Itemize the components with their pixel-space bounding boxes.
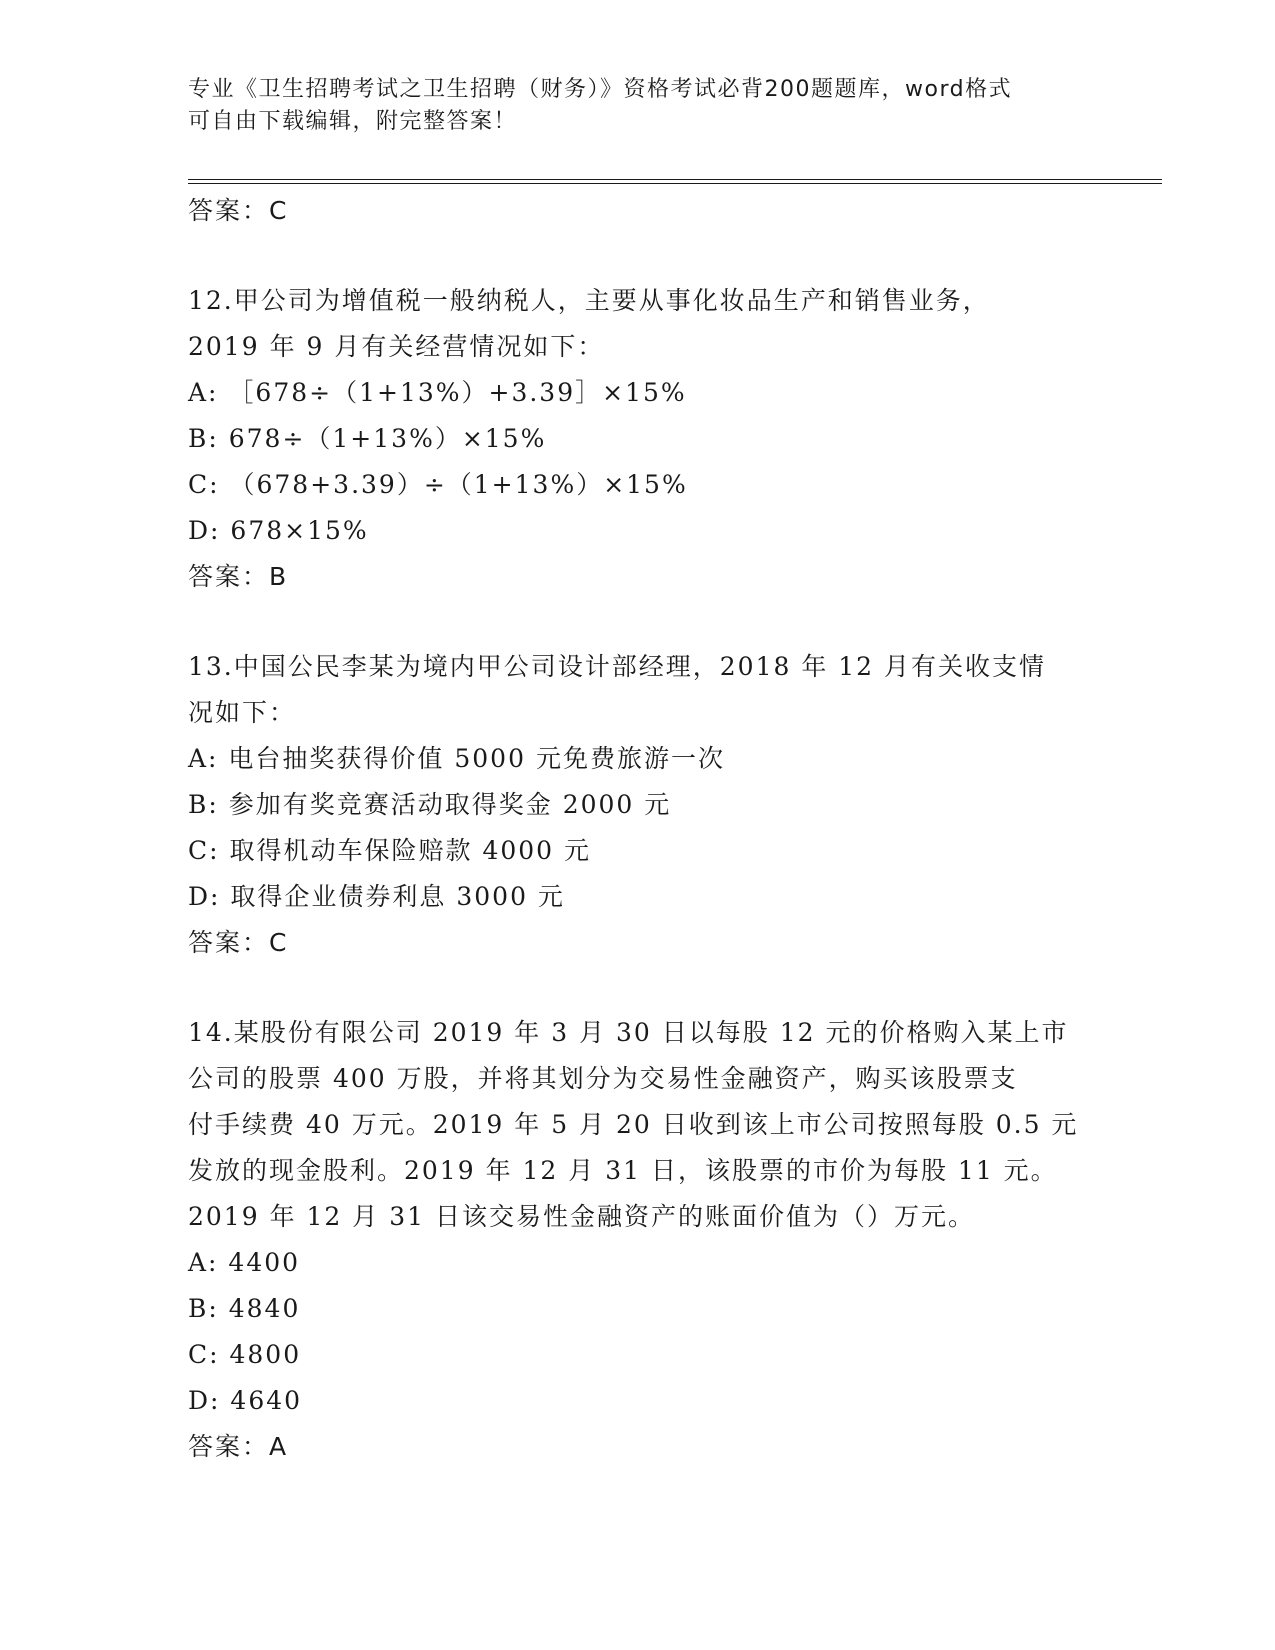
header-line-1: 专业《卫生招聘考试之卫生招聘（财务）》资格考试必背200题题库，word格式 (188, 77, 1013, 102)
previous-answer: 答案：C (188, 196, 289, 225)
question-stem-line: 2019 年 12 月 31 日该交易性金融资产的账面价值为（）万元。 (188, 1202, 975, 1231)
option-c: C: （678+3.39）÷（1+13%）×15% (188, 470, 688, 499)
option-b: B: 参加有奖竞赛活动取得奖金 2000 元 (188, 790, 672, 819)
question-stem-line: 付手续费 40 万元。2019 年 5 月 20 日收到该上市公司按照每股 0.5 元 (188, 1110, 1079, 1139)
option-d: D: 4640 (188, 1386, 303, 1415)
question-12 (188, 278, 1088, 600)
option-a: A: 4400 (188, 1248, 301, 1277)
question-stem-line: 发放的现金股利。2019 年 12 月 31 日，该股票的市价为每股 11 元。 (188, 1156, 1058, 1185)
question-14 (188, 1010, 1088, 1470)
header-divider-bottom (188, 183, 1162, 184)
answer: 答案：A (188, 1432, 289, 1461)
question-13 (188, 644, 1088, 966)
option-c: C: 4800 (188, 1340, 302, 1369)
answer: 答案：B (188, 562, 289, 591)
option-d: D: 取得企业债券利息 3000 元 (188, 882, 565, 911)
header-line-2: 可自由下载编辑，附完整答案！ (188, 109, 518, 134)
question-stem-line: 公司的股票 400 万股，并将其划分为交易性金融资产，购买该股票支 (188, 1064, 1018, 1093)
option-d: D: 678×15% (188, 516, 369, 545)
document-header (188, 74, 1088, 138)
option-b: B: 678÷（1+13%）×15% (188, 424, 547, 453)
option-b: B: 4840 (188, 1294, 301, 1323)
option-a: A: 电台抽奖获得价值 5000 元免费旅游一次 (188, 744, 725, 773)
option-c: C: 取得机动车保险赔款 4000 元 (188, 836, 592, 865)
question-list (188, 188, 1088, 1470)
question-stem-line: 12.甲公司为增值税一般纳税人，主要从事化妆品生产和销售业务， (188, 286, 990, 315)
option-a: A: ［678÷（1+13%）+3.39］×15% (188, 378, 687, 407)
question-stem-line: 13.中国公民李某为境内甲公司设计部经理，2018 年 12 月有关收支情 (188, 652, 1047, 681)
answer: 答案：C (188, 928, 289, 957)
header-divider-top (188, 179, 1162, 180)
question-stem-line: 2019 年 9 月有关经营情况如下： (188, 332, 605, 361)
question-stem-line: 况如下： (188, 698, 297, 727)
question-stem-line: 14.某股份有限公司 2019 年 3 月 30 日以每股 12 元的价格购入某上市 (188, 1018, 1069, 1047)
